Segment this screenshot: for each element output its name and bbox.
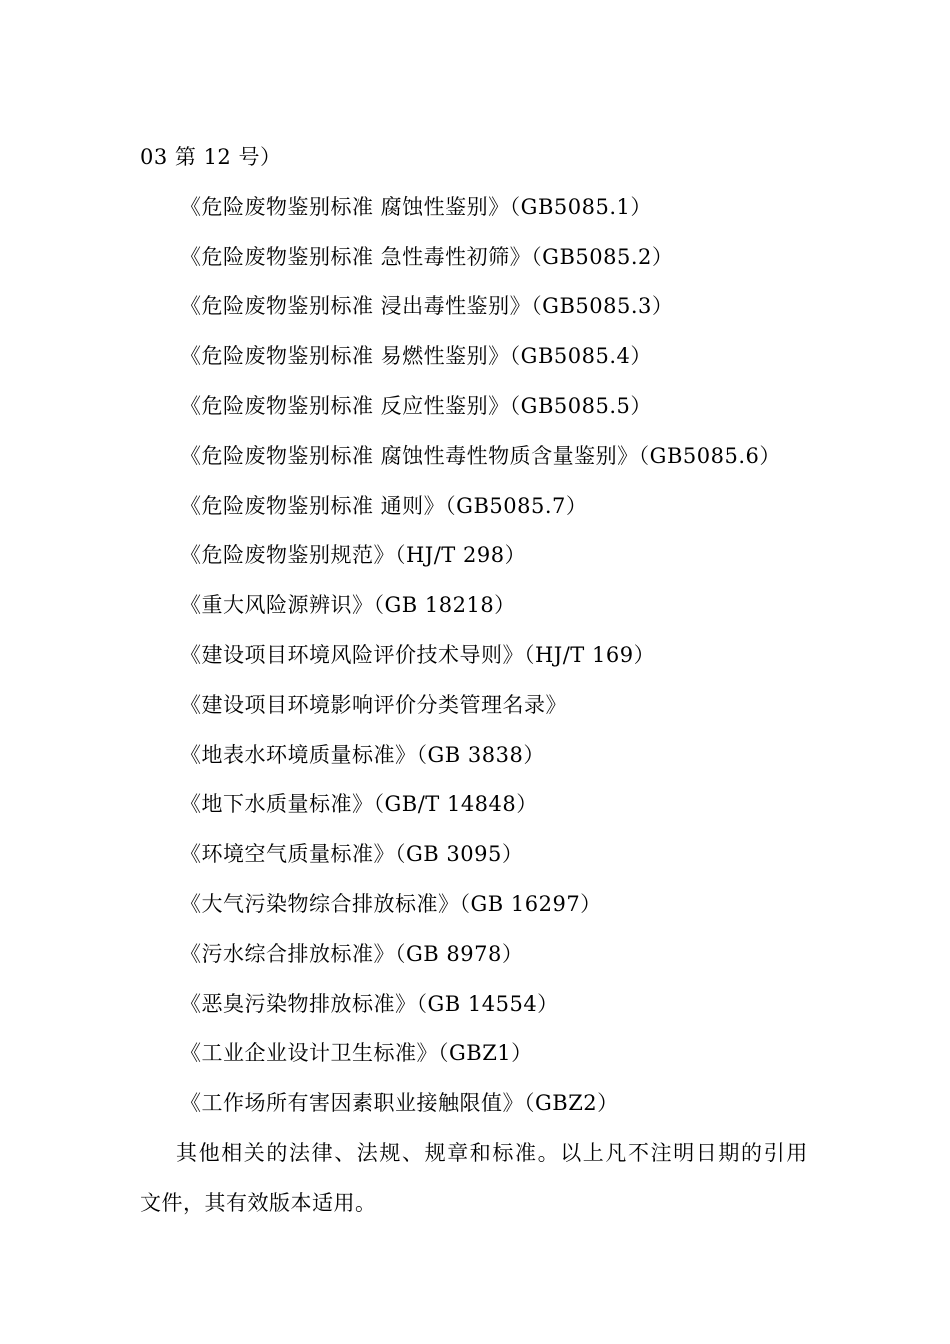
- reference-item: 《大气污染物综合排放标准》（GB 16297）: [180, 892, 602, 916]
- reference-item: 《恶臭污染物排放标准》（GB 14554）: [180, 992, 559, 1016]
- continuation-line: 03 第 12 号）: [140, 145, 282, 169]
- reference-item: 《建设项目环境风险评价技术导则》（HJ/T 169）: [180, 643, 656, 667]
- reference-item: 《危险废物鉴别标准 反应性鉴别》（GB5085.5）: [180, 394, 652, 418]
- reference-item: 《工作场所有害因素职业接触限值》（GBZ2）: [180, 1091, 619, 1115]
- reference-item: 《污水综合排放标准》（GB 8978）: [180, 942, 524, 966]
- reference-item: 《环境空气质量标准》（GB 3095）: [180, 842, 524, 866]
- reference-item: 《建设项目环境影响评价分类管理名录》: [180, 693, 567, 717]
- reference-item: 《危险废物鉴别标准 浸出毒性鉴别》（GB5085.3）: [180, 294, 674, 318]
- reference-item: 《危险废物鉴别标准 易燃性鉴别》（GB5085.4）: [180, 344, 652, 368]
- reference-item: 《地下水质量标准》（GB/T 14848）: [180, 792, 538, 816]
- reference-item: 《危险废物鉴别标准 急性毒性初筛》（GB5085.2）: [180, 245, 674, 269]
- reference-item: 《重大风险源辨识》（GB 18218）: [180, 593, 516, 617]
- reference-item: 《危险废物鉴别标准 腐蚀性鉴别》（GB5085.1）: [180, 195, 652, 219]
- reference-item: 《危险废物鉴别规范》（HJ/T 298）: [180, 543, 527, 567]
- reference-item: 《地表水环境质量标准》（GB 3838）: [180, 743, 545, 767]
- closing-paragraph-line-2: 文件，其有效版本适用。: [140, 1191, 377, 1215]
- reference-item: 《危险废物鉴别标准 腐蚀性毒性物质含量鉴别》（GB5085.6）: [180, 444, 781, 468]
- closing-paragraph-line-1: 其他相关的法律、法规、规章和标准。以上凡不注明日期的引用: [176, 1141, 809, 1165]
- reference-item: 《工业企业设计卫生标准》（GBZ1）: [180, 1041, 533, 1065]
- reference-item: 《危险废物鉴别标准 通则》（GB5085.7）: [180, 494, 588, 518]
